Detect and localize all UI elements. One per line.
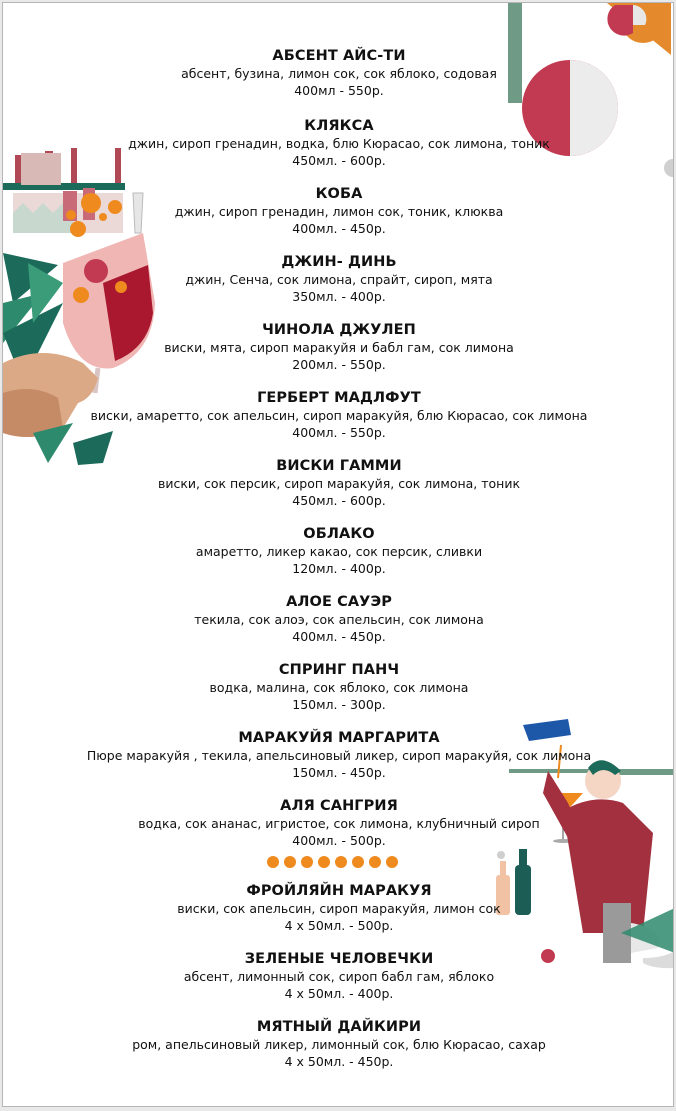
item-price: 150мл. - 300р. <box>292 697 386 712</box>
item-ingredients: джин, Сенча, сок лимона, спрайт, сироп, мята <box>185 272 493 287</box>
item-ingredients: текила, сок алоэ, сок апельсин, сок лимона <box>194 612 484 627</box>
item-ingredients: джин, сироп гренадин, лимон сок, тоник, клюква <box>174 204 504 219</box>
item-name: ФРОЙЛЯЙН МАРАКУЯ <box>246 883 432 899</box>
item-ingredients: виски, мята, сироп маракуйя и бабл гам, сок лимона <box>164 340 514 355</box>
divider-dot <box>318 856 330 868</box>
item-ingredients: абсент, бузина, лимон сок, сок яблоко, содовая <box>181 66 497 81</box>
item-name: СПРИНГ ПАНЧ <box>278 662 400 678</box>
divider-dot <box>386 856 398 868</box>
item-price: 400мл. - 450р. <box>292 221 386 236</box>
divider-dot <box>335 856 347 868</box>
item-price: 450мл. - 600р. <box>292 153 386 168</box>
item-ingredients: ром, апельсиновый ликер, лимонный сок, блю Кюрасао, сахар <box>132 1037 546 1052</box>
item-price: 150мл. - 450р. <box>292 765 386 780</box>
divider-dot <box>369 856 381 868</box>
item-name: МЯТНЫЙ ДАЙКИРИ <box>256 1019 422 1035</box>
menu-item <box>3 389 674 441</box>
item-ingredients: виски, сок персик, сироп маракуйя, сок лимона, тоник <box>157 476 521 491</box>
menu-item <box>3 253 674 305</box>
item-price: 120мл. - 400р. <box>292 561 386 576</box>
item-ingredients: амаретто, ликер какао, сок персик, сливки <box>195 544 483 559</box>
item-price: 400мл. - 550р. <box>292 425 386 440</box>
item-price: 400мл - 550р. <box>294 83 384 98</box>
item-ingredients: водка, сок ананас, игристое, сок лимона, клубничный сироп <box>138 816 540 831</box>
divider-dot <box>301 856 313 868</box>
item-ingredients: водка, малина, сок яблоко, сок лимона <box>209 680 469 695</box>
item-name: ОБЛАКО <box>303 526 375 542</box>
menu-item <box>3 593 674 645</box>
item-name: ЗЕЛЕНЫЕ ЧЕЛОВЕЧКИ <box>244 951 434 967</box>
menu-item <box>3 1018 674 1070</box>
item-price: 400мл. - 450р. <box>292 629 386 644</box>
divider-dot <box>352 856 364 868</box>
menu-item <box>3 525 674 577</box>
item-ingredients: Пюре маракуйя , текила, апельсиновый ликер, сироп маракуйя, сок лимона <box>86 748 592 763</box>
menu-item <box>3 729 674 781</box>
divider-dot <box>284 856 296 868</box>
item-name: КОБА <box>315 186 363 202</box>
item-name: АБСЕНТ АЙС-ТИ <box>272 48 406 64</box>
item-ingredients: джин, сироп гренадин, водка, блю Кюрасао, сок лимона, тоник <box>128 136 550 151</box>
menu-page <box>2 2 674 1107</box>
item-price: 350мл. - 400р. <box>292 289 386 304</box>
menu-item <box>3 47 674 99</box>
item-name: ЧИНОЛА ДЖУЛЕП <box>262 322 416 338</box>
item-price: 450мл. - 600р. <box>292 493 386 508</box>
item-price: 200мл. - 550р. <box>292 357 386 372</box>
menu-item <box>3 950 674 1002</box>
item-price: 400мл. - 500р. <box>292 833 386 848</box>
item-ingredients: абсент, лимонный сок, сироп бабл гам, яблоко <box>183 969 495 984</box>
item-ingredients: виски, амаретто, сок апельсин, сироп маракуйя, блю Кюрасао, сок лимона <box>90 408 588 423</box>
item-price: 4 х 50мл. - 400р. <box>284 986 394 1001</box>
menu-item <box>3 185 674 237</box>
item-name: ДЖИН- ДИНЬ <box>281 254 397 270</box>
item-ingredients: виски, сок апельсин, сироп маракуйя, лимон сок <box>177 901 501 916</box>
dot-divider <box>267 856 398 868</box>
menu-item <box>3 882 674 934</box>
item-name: КЛЯКСА <box>304 118 374 134</box>
divider-dot <box>267 856 279 868</box>
item-name: ВИСКИ ГАММИ <box>276 458 402 474</box>
item-name: МАРАКУЙЯ МАРГАРИТА <box>238 730 440 746</box>
item-price: 4 х 50мл. - 450р. <box>284 1054 394 1069</box>
item-name: АЛЯ САНГРИЯ <box>280 798 398 814</box>
menu-item <box>3 661 674 713</box>
item-name: АЛОЕ САУЭР <box>286 594 392 610</box>
menu-item <box>3 117 674 169</box>
item-price: 4 х 50мл. - 500р. <box>284 918 394 933</box>
menu-item <box>3 457 674 509</box>
menu-item <box>3 797 674 849</box>
item-name: ГЕРБЕРТ МАДЛФУТ <box>257 390 421 406</box>
menu-item <box>3 321 674 373</box>
